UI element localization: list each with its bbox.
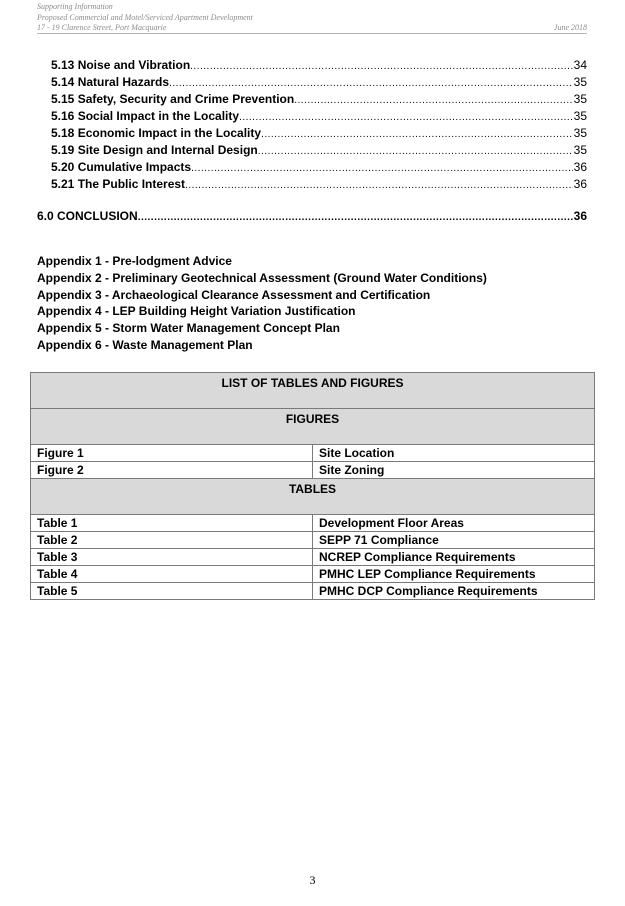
- toc-entry[interactable]: [51, 143, 587, 160]
- header-line-2: Proposed Commercial and Motel/Serviced Apartment Development: [37, 12, 253, 22]
- table-description: PMHC LEP Compliance Requirements: [313, 566, 595, 583]
- table-label: Table 3: [31, 549, 313, 566]
- tables-heading-row: [31, 479, 595, 515]
- header-line-3: 17 - 19 Clarence Street, Port Macquarie: [37, 23, 167, 32]
- appendix-item[interactable]: Appendix 6 - Waste Management Plan: [37, 337, 253, 352]
- header-rule: [37, 33, 587, 34]
- toc-entry-page: 35: [573, 143, 587, 157]
- toc-entry-page: 36: [573, 209, 587, 223]
- toc-entry[interactable]: [51, 109, 587, 126]
- toc-entry[interactable]: [51, 58, 587, 75]
- toc-entry-conclusion[interactable]: [37, 209, 587, 226]
- table-description: PMHC DCP Compliance Requirements: [313, 583, 595, 600]
- toc-entry-page: 35: [573, 109, 587, 123]
- toc-entry-title: 5.18 Economic Impact in the Locality: [51, 126, 262, 140]
- appendix-item[interactable]: Appendix 3 - Archaeological Clearance Assessment and Certification: [37, 287, 431, 302]
- table-row: [31, 566, 595, 583]
- figure-description: Site Location: [313, 445, 595, 462]
- appendix-item[interactable]: Appendix 2 - Preliminary Geotechnical Assessment (Ground Water Conditions): [37, 270, 487, 285]
- toc-leader: [239, 112, 573, 123]
- table-row: [31, 445, 595, 462]
- table-description: Development Floor Areas: [313, 515, 595, 532]
- toc-leader: [190, 61, 572, 72]
- toc-entry[interactable]: [51, 126, 587, 143]
- table-heading-row: [31, 373, 595, 409]
- toc-entry[interactable]: [51, 177, 587, 194]
- toc-entry-title: 5.14 Natural Hazards: [51, 75, 170, 89]
- toc-entry-page: 34: [573, 58, 587, 72]
- table-row: [31, 549, 595, 566]
- list-of-tables-and-figures: [30, 372, 595, 600]
- toc-entry-title: 5.20 Cumulative Impacts: [51, 160, 192, 174]
- table-row: [31, 515, 595, 532]
- table-description: SEPP 71 Compliance: [313, 532, 595, 549]
- table-of-contents: [51, 58, 587, 194]
- header-line-1: Supporting Information: [37, 2, 113, 11]
- table-row: [31, 462, 595, 479]
- figure-description: Site Zoning: [313, 462, 595, 479]
- appendix-item[interactable]: Appendix 1 - Pre-lodgment Advice: [37, 254, 232, 268]
- figures-heading-row: [31, 409, 595, 445]
- page-header: [37, 2, 587, 34]
- appendix-item[interactable]: Appendix 5 - Storm Water Management Concept Plan: [37, 321, 340, 336]
- toc-entry[interactable]: [51, 92, 587, 109]
- figure-label: Figure 2: [31, 462, 313, 479]
- header-date: June 2018: [553, 23, 587, 32]
- tables-heading: TABLES: [31, 479, 595, 515]
- appendix-list: [37, 253, 587, 354]
- toc-entry-title: 5.21 The Public Interest: [51, 177, 186, 191]
- table-row: [31, 532, 595, 549]
- toc-entry-title: 5.19 Site Design and Internal Design: [51, 143, 258, 157]
- toc-entry[interactable]: [51, 75, 587, 92]
- toc-entry-page: 35: [573, 126, 587, 140]
- toc-entry-title: 6.0 CONCLUSION: [37, 209, 138, 223]
- figures-heading: FIGURES: [31, 409, 595, 445]
- appendix-item[interactable]: Appendix 4 - LEP Building Height Variation Justification: [37, 304, 356, 319]
- figure-label: Figure 1: [31, 445, 313, 462]
- table-label: Table 4: [31, 566, 313, 583]
- table-description: NCREP Compliance Requirements: [313, 549, 595, 566]
- table-row: [31, 583, 595, 600]
- toc-entry-page: 35: [573, 75, 587, 89]
- table-label: Table 5: [31, 583, 313, 600]
- toc-entry-title: 5.16 Social Impact in the Locality: [51, 109, 240, 123]
- toc-entry-page: 35: [573, 92, 587, 106]
- toc-leader: [261, 129, 573, 140]
- toc-entry-page: 36: [573, 160, 587, 174]
- toc-conclusion: [37, 209, 587, 226]
- toc-leader: [294, 95, 572, 106]
- toc-entry-title: 5.13 Noise and Vibration: [51, 58, 191, 72]
- toc-entry-page: 36: [573, 177, 587, 191]
- toc-leader: [258, 146, 573, 157]
- table-label: Table 1: [31, 515, 313, 532]
- page-number: 3: [309, 873, 316, 887]
- toc-entry[interactable]: [51, 160, 587, 177]
- toc-entry-title: 5.15 Safety, Security and Crime Prevention: [51, 92, 295, 106]
- toc-leader: [185, 180, 573, 191]
- toc-leader: [138, 212, 573, 223]
- toc-leader: [191, 163, 573, 174]
- table-label: Table 2: [31, 532, 313, 549]
- toc-leader: [169, 78, 573, 89]
- table-heading: LIST OF TABLES AND FIGURES: [31, 373, 595, 409]
